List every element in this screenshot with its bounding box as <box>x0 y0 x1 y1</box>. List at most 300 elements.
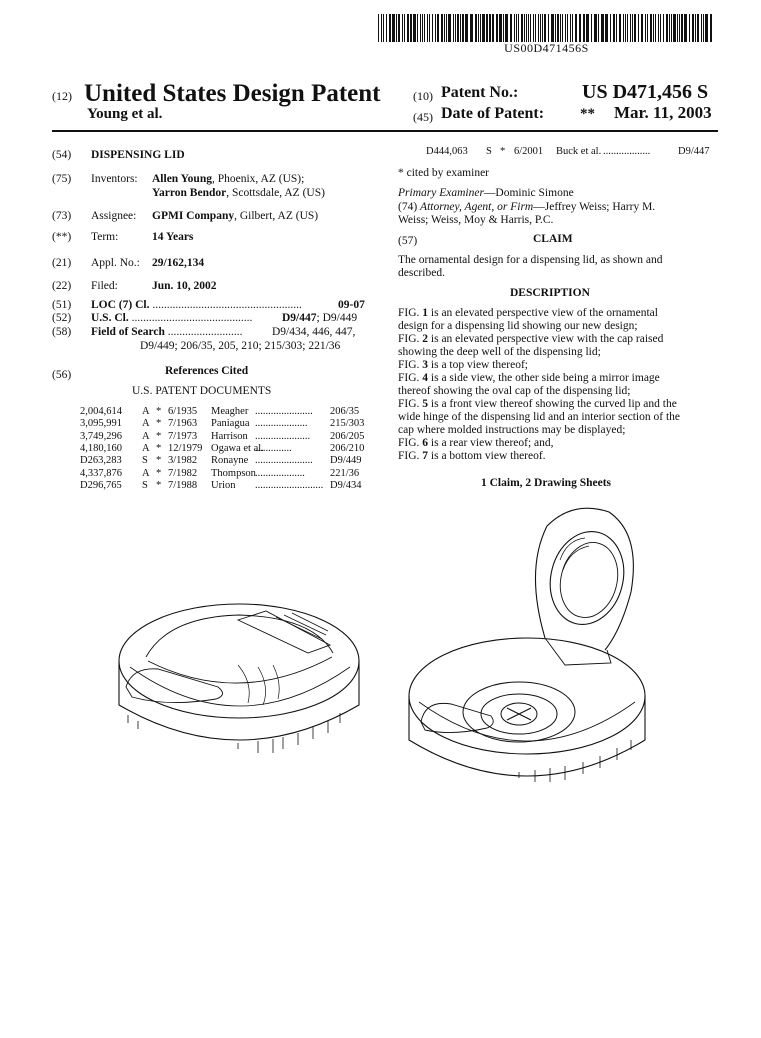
fig-3-line-1 <box>398 358 528 372</box>
lid-closed-figure <box>119 604 359 753</box>
base-top-rim <box>409 638 645 754</box>
inid-code-56: (56) <box>52 369 72 381</box>
barcode-bar <box>671 14 672 42</box>
barcode-bar <box>462 14 464 42</box>
inid-code-58: (58) <box>52 326 72 338</box>
barcode-bar <box>383 14 384 42</box>
barcode-bar <box>378 14 379 42</box>
fig-5-line-1 <box>398 397 677 411</box>
barcode-bar <box>453 14 454 42</box>
barcode-bar <box>417 14 418 42</box>
citation-row <box>80 443 380 455</box>
citation-name: Thompson <box>211 467 256 479</box>
barcode-bar <box>663 14 664 42</box>
inid-code-12: (12) <box>52 89 72 103</box>
barcode-bar <box>658 14 659 42</box>
citation-cls: 206/205 <box>330 430 365 442</box>
barcode-bar <box>555 14 556 42</box>
citation-star: * <box>156 442 162 454</box>
barcode-bar <box>655 14 656 42</box>
fig-label: FIG. <box>398 398 420 410</box>
citation-row <box>80 468 380 480</box>
lid-open-drawing <box>395 500 660 820</box>
barcode-bar <box>524 14 525 42</box>
barcode-bar <box>673 14 676 42</box>
citation-num: 3,095,991 <box>80 418 122 430</box>
citation-kind: S <box>142 479 148 491</box>
citation-row <box>80 455 380 467</box>
inventor-2-name: Yarron Bendor <box>152 187 227 199</box>
citation-dots: ...................... <box>255 455 313 467</box>
barcode-bar <box>503 14 504 42</box>
citation-row <box>80 406 380 418</box>
fig-number: 4 <box>422 372 429 384</box>
fig-label: FIG. <box>398 307 420 319</box>
citation-dots: .............. <box>255 442 292 454</box>
barcode-bar <box>530 14 531 42</box>
barcode-bar <box>616 14 617 42</box>
fig-1-line-2: design for a dispensing lid showing our new design; <box>398 320 638 332</box>
citation-name: Paniagua <box>211 418 250 430</box>
attorney-label: Attorney, Agent, or Firm <box>420 201 534 213</box>
inid-code-54: (54) <box>52 149 72 161</box>
base-side-wall <box>409 696 645 776</box>
barcode-bar <box>647 14 648 42</box>
fig-number: 2 <box>422 333 429 345</box>
fig-text: is an elevated perspective view with the cap raised <box>428 333 664 345</box>
citation-cls: 206/35 <box>330 406 360 417</box>
fig-7-line-1 <box>398 449 546 463</box>
barcode-bar <box>427 14 428 42</box>
barcode-bar <box>653 14 654 42</box>
citation-kind: A <box>142 418 150 430</box>
barcode-bar <box>677 14 678 42</box>
barcode-bar <box>386 14 387 42</box>
citation-number: D444,063 <box>426 146 468 157</box>
citation-star: * <box>156 406 162 417</box>
barcode-bar <box>601 14 604 42</box>
lid-shading-lines <box>238 665 279 705</box>
barcode-bar <box>666 14 668 42</box>
barcode-bar <box>565 14 566 42</box>
fig-5-line-2: wide hinge of the dispensing lid and an interior section of the <box>398 411 681 423</box>
barcode-bar <box>404 14 405 42</box>
citation-name: Urion <box>211 479 236 491</box>
citation-star: * <box>156 430 162 442</box>
assignee <box>152 209 318 223</box>
citation-dots: ................... <box>255 467 305 479</box>
primary-examiner-label: Primary Examiner <box>398 187 484 199</box>
citation-date: 3/1982 <box>168 455 198 467</box>
lid-cap-edge <box>148 657 332 683</box>
barcode-bar <box>586 14 589 42</box>
primary-examiner <box>398 186 574 200</box>
barcode-bar <box>510 14 512 42</box>
appl-no-label: Appl. No.: <box>91 257 140 269</box>
inventors-label: Inventors: <box>91 173 138 185</box>
inventor-1 <box>152 172 304 186</box>
barcode-bar <box>548 14 549 42</box>
citation-row <box>80 480 380 492</box>
fig-label: FIG. <box>398 437 420 449</box>
field-of-search-line2: D9/449; 206/35, 205, 210; 215/303; 221/36 <box>140 340 341 352</box>
citation-cls: 221/36 <box>330 467 360 479</box>
barcode-bar <box>499 14 502 42</box>
barcode-bar <box>567 14 568 42</box>
citation-name: Meagher <box>211 406 249 417</box>
barcode-bar <box>684 14 687 42</box>
barcode-bar <box>562 14 563 42</box>
barcode-bar <box>482 14 485 42</box>
field-of-search-line1: D9/434, 446, 447, <box>272 326 356 338</box>
barcode-bar <box>551 14 554 42</box>
lid-cap-dome <box>146 615 333 657</box>
citation-kind: A <box>142 467 150 479</box>
base-inner-edge <box>419 702 635 741</box>
fig-6-line-1 <box>398 436 554 450</box>
barcode-bar <box>710 14 712 42</box>
barcode-bar <box>407 14 409 42</box>
barcode-bar <box>496 14 498 42</box>
cap-hinge <box>545 638 611 665</box>
citation-num: 3,749,296 <box>80 430 122 442</box>
us-class-main: D9/447 <box>282 312 317 324</box>
barcode-bar <box>422 14 423 42</box>
lid-inner-edge <box>130 667 350 706</box>
citation-kind: A <box>142 406 150 417</box>
barcode-bar <box>638 14 639 42</box>
citation-num: D296,765 <box>80 479 122 491</box>
barcode-bar <box>579 14 581 42</box>
barcode-bar <box>435 14 436 42</box>
citation-num: 4,180,160 <box>80 442 122 454</box>
citation-dots: .................... <box>255 418 308 430</box>
barcode-bar <box>689 14 690 42</box>
citation-date: 6/2001 <box>514 146 544 157</box>
barcode-bar <box>660 14 661 42</box>
inid-code-73: (73) <box>52 210 72 222</box>
barcode-bar <box>538 14 539 42</box>
barcode-bar <box>389 14 391 42</box>
barcode-bar <box>623 14 624 42</box>
raised-cap-inner <box>553 536 626 623</box>
citation-date: 6/1935 <box>168 406 198 417</box>
barcode-bar <box>448 14 451 42</box>
barcode-bar <box>613 14 615 42</box>
barcode-bar <box>560 14 561 42</box>
citation-dots: ...................... <box>255 406 313 417</box>
well-cross-slit <box>507 708 531 720</box>
fig-1-line-1 <box>398 306 658 320</box>
barcode-bar <box>381 14 382 42</box>
barcode-number: US00D471456S <box>504 41 589 55</box>
barcode-bar <box>460 14 461 42</box>
inid-code-51: (51) <box>52 299 72 311</box>
barcode-bar <box>505 14 508 42</box>
date-of-patent: Mar. 11, 2003 <box>614 103 712 122</box>
attorney-names-1: —Jeffrey Weiss; Harry M. <box>533 201 656 213</box>
barcode-bar <box>598 14 599 42</box>
barcode-bar <box>518 14 519 42</box>
primary-examiner-name: —Dominic Simone <box>483 187 574 199</box>
fig-number: 3 <box>422 359 429 371</box>
patent-number: US D471,456 S <box>582 81 709 103</box>
barcode-bar <box>470 14 473 42</box>
barcode-bar <box>627 14 628 42</box>
cited-by-examiner: * cited by examiner <box>398 167 490 179</box>
barcode-bar <box>557 14 559 42</box>
barcode-bar <box>641 14 643 42</box>
field-of-search-dots: .......................... <box>164 326 243 338</box>
citation-cls: D9/449 <box>330 455 362 467</box>
fig-number: 1 <box>422 307 429 319</box>
barcode-bar <box>679 14 680 42</box>
fig-4-line-2: thereof showing the oval cap of the dispensing lid; <box>398 385 631 397</box>
citation-star: * <box>156 418 162 430</box>
fig-number: 6 <box>422 437 429 449</box>
citation-kind: S <box>142 455 148 467</box>
barcode-bar <box>605 14 608 42</box>
references-cited-heading: References Cited <box>165 365 249 377</box>
fig-number: 5 <box>422 398 429 410</box>
inid-code-57: (57) <box>398 235 418 247</box>
attorney-line-1 <box>398 200 714 214</box>
barcode-bar <box>594 14 597 42</box>
citation-row <box>80 431 380 443</box>
assignee-location: , Gilbert, AZ (US) <box>234 210 319 222</box>
document-type-title: United States Design Patent <box>84 80 381 107</box>
assignee-label: Assignee: <box>91 210 137 222</box>
date-of-patent-label: Date of Patent: <box>441 105 545 122</box>
lid-side-wall <box>119 661 359 740</box>
citation-continued <box>400 146 720 158</box>
barcode-bar <box>392 14 395 42</box>
fig-2-line-1 <box>398 332 663 346</box>
barcode-bar <box>420 14 421 42</box>
barcode-bar <box>540 14 541 42</box>
patent-title: DISPENSING LID <box>91 149 185 161</box>
citation-name: Ogawa et al. <box>211 442 264 454</box>
us-class-rest: ; D9/449 <box>316 312 358 324</box>
citation-class: D9/447 <box>678 146 710 157</box>
barcode-bar <box>695 14 696 42</box>
barcode-bar <box>535 14 536 42</box>
barcode-bar <box>610 14 611 42</box>
barcode-bar <box>446 14 447 42</box>
barcode-bar <box>630 14 631 42</box>
header-rule <box>52 130 718 132</box>
barcode-bar <box>572 14 573 42</box>
fig-text: is a front view thereof showing the curved lip and the <box>428 398 677 410</box>
patent-number-label: Patent No.: <box>441 84 519 101</box>
term-value: 14 Years <box>152 231 194 243</box>
citation-star: * <box>156 455 162 467</box>
citation-star: * <box>500 146 506 157</box>
barcode-bar <box>533 14 534 42</box>
inid-code-21: (21) <box>52 257 72 269</box>
filed-label: Filed: <box>91 280 118 292</box>
barcode-bar <box>516 14 517 42</box>
inventor-2 <box>152 186 325 200</box>
loc-class-line <box>91 298 373 312</box>
citation-cls: 206/210 <box>330 442 365 454</box>
barcode-bar <box>444 14 445 42</box>
barcode-bar <box>681 14 683 42</box>
barcode-bar <box>402 14 403 42</box>
inid-code-22: (22) <box>52 280 72 292</box>
barcode-bar <box>465 14 468 42</box>
barcode <box>378 14 715 42</box>
lid-hinge-hatching <box>276 613 328 639</box>
us-class-dots: .......................................... <box>128 312 253 324</box>
barcode-bar <box>398 14 400 42</box>
raised-cap-rim <box>541 524 634 633</box>
appl-no: 29/162,134 <box>152 257 205 269</box>
citation-date: 12/1979 <box>168 442 203 454</box>
barcode-bar <box>575 14 577 42</box>
fig-number: 7 <box>422 450 429 462</box>
fig-text: is an elevated perspective view of the ornamental <box>428 307 658 319</box>
citation-num: 2,004,614 <box>80 406 122 417</box>
claim-heading: CLAIM <box>533 233 573 245</box>
barcode-bar <box>413 14 416 42</box>
barcode-bar <box>410 14 412 42</box>
barcode-bar <box>544 14 546 42</box>
fig-label: FIG. <box>398 450 420 462</box>
barcode-bar <box>492 14 494 42</box>
barcode-bar <box>528 14 529 42</box>
barcode-bar <box>583 14 585 42</box>
claim-text-line-2: described. <box>398 267 445 279</box>
barcode-bar <box>478 14 479 42</box>
barcode-bar <box>457 14 459 42</box>
loc-class-label: LOC (7) Cl. <box>91 299 150 311</box>
barcode-bar <box>424 14 425 42</box>
inventor-2-location: , Scottsdale, AZ (US) <box>226 187 325 199</box>
citation-dots: .................. <box>603 146 651 157</box>
barcode-bar <box>542 14 543 42</box>
field-of-search-label: Field of Search <box>91 326 165 338</box>
term-label: Term: <box>91 231 119 243</box>
citation-star: * <box>156 467 162 479</box>
fig-label: FIG. <box>398 333 420 345</box>
inid-code-45: (45) <box>413 110 433 124</box>
attorney-line-2: Weiss; Weiss, Moy & Harris, P.C. <box>398 214 554 226</box>
barcode-bar <box>697 14 699 42</box>
barcode-bar <box>429 14 430 42</box>
us-class-label: U.S. Cl. <box>91 312 129 324</box>
lid-closed-drawing <box>108 595 370 765</box>
fig-text: is a rear view thereof; and, <box>428 437 554 449</box>
us-class-value <box>280 311 357 325</box>
citation-kind: A <box>142 442 150 454</box>
barcode-bar <box>432 14 433 42</box>
citation-dots: .......................... <box>255 479 324 491</box>
barcode-bar <box>480 14 481 42</box>
citation-kind: S <box>486 146 492 157</box>
inventor-1-name: Allen Young <box>152 173 212 185</box>
citation-cls: 215/303 <box>330 418 365 430</box>
term-extension-stars: ** <box>580 106 595 122</box>
us-patent-documents-heading: U.S. PATENT DOCUMENTS <box>132 385 272 397</box>
inventor-short: Young et al. <box>87 106 163 122</box>
barcode-bar <box>486 14 488 42</box>
loc-class-dots: .................................................... <box>149 299 302 311</box>
barcode-bar <box>692 14 694 42</box>
inid-code-74: (74) <box>398 201 418 213</box>
fig-text: is a bottom view thereof. <box>428 450 546 462</box>
well-outer-ring <box>463 682 575 742</box>
loc-class-value: 09-07 <box>338 299 365 311</box>
citation-kind: A <box>142 430 150 442</box>
inventor-1-location: , Phoenix, AZ (US); <box>211 173 305 185</box>
fig-5-line-3: cap where molded instructions may be displayed; <box>398 424 626 436</box>
barcode-bar <box>650 14 652 42</box>
barcode-bar <box>437 14 439 42</box>
description-heading: DESCRIPTION <box>510 287 590 299</box>
citation-date: 7/1982 <box>168 467 198 479</box>
citation-date: 7/1988 <box>168 479 198 491</box>
filed-date: Jun. 10, 2002 <box>152 280 217 292</box>
lid-open-figure <box>409 508 645 782</box>
fig-text: is a side view, the other side being a mirror image <box>428 372 660 384</box>
barcode-bar <box>526 14 527 42</box>
inid-code-52: (52) <box>52 312 72 324</box>
citation-name: Harrison <box>211 430 248 442</box>
barcode-bar <box>396 14 397 42</box>
barcode-bar <box>591 14 592 42</box>
inid-code-75: (75) <box>52 173 72 185</box>
barcode-bar <box>705 14 708 42</box>
barcode-bar <box>619 14 621 42</box>
citation-date: 7/1963 <box>168 418 198 430</box>
fig-label: FIG. <box>398 372 420 384</box>
fig-2-line-2: showing the deep well of the dispensing lid; <box>398 346 601 358</box>
citation-dots: ..................... <box>255 430 311 442</box>
barcode-bar <box>634 14 636 42</box>
fig-4-line-1 <box>398 371 660 385</box>
citation-row <box>80 418 380 430</box>
citation-cls: D9/434 <box>330 479 362 491</box>
barcode-bar <box>703 14 704 42</box>
citation-name: Ronayne <box>211 455 249 467</box>
barcode-bar <box>441 14 443 42</box>
inid-code-term: (**) <box>52 231 72 243</box>
lid-side-ribs <box>128 713 340 753</box>
barcode-bar <box>701 14 702 42</box>
assignee-name: GPMI Company <box>152 210 235 222</box>
barcode-bar <box>521 14 523 42</box>
citation-star: * <box>156 479 162 491</box>
fig-text: is a top view thereof; <box>428 359 528 371</box>
claim-text-line-1: The ornamental design for a dispensing lid, as shown and <box>398 254 663 266</box>
citation-name: Buck et al. <box>556 146 602 157</box>
citation-num: D263,283 <box>80 455 122 467</box>
fig-label: FIG. <box>398 359 420 371</box>
barcode-bar <box>625 14 626 42</box>
claims-and-sheets: 1 Claim, 2 Drawing Sheets <box>481 477 612 489</box>
barcode-bar <box>669 14 670 42</box>
lid-top-rim <box>119 604 359 718</box>
barcode-bar <box>570 14 571 42</box>
barcode-bar <box>475 14 477 42</box>
barcode-bar <box>645 14 646 42</box>
barcode-bar <box>514 14 515 42</box>
citation-num: 4,337,876 <box>80 467 122 479</box>
barcode-bar <box>632 14 633 42</box>
inid-code-10: (10) <box>413 89 433 103</box>
barcode-bar <box>455 14 456 42</box>
